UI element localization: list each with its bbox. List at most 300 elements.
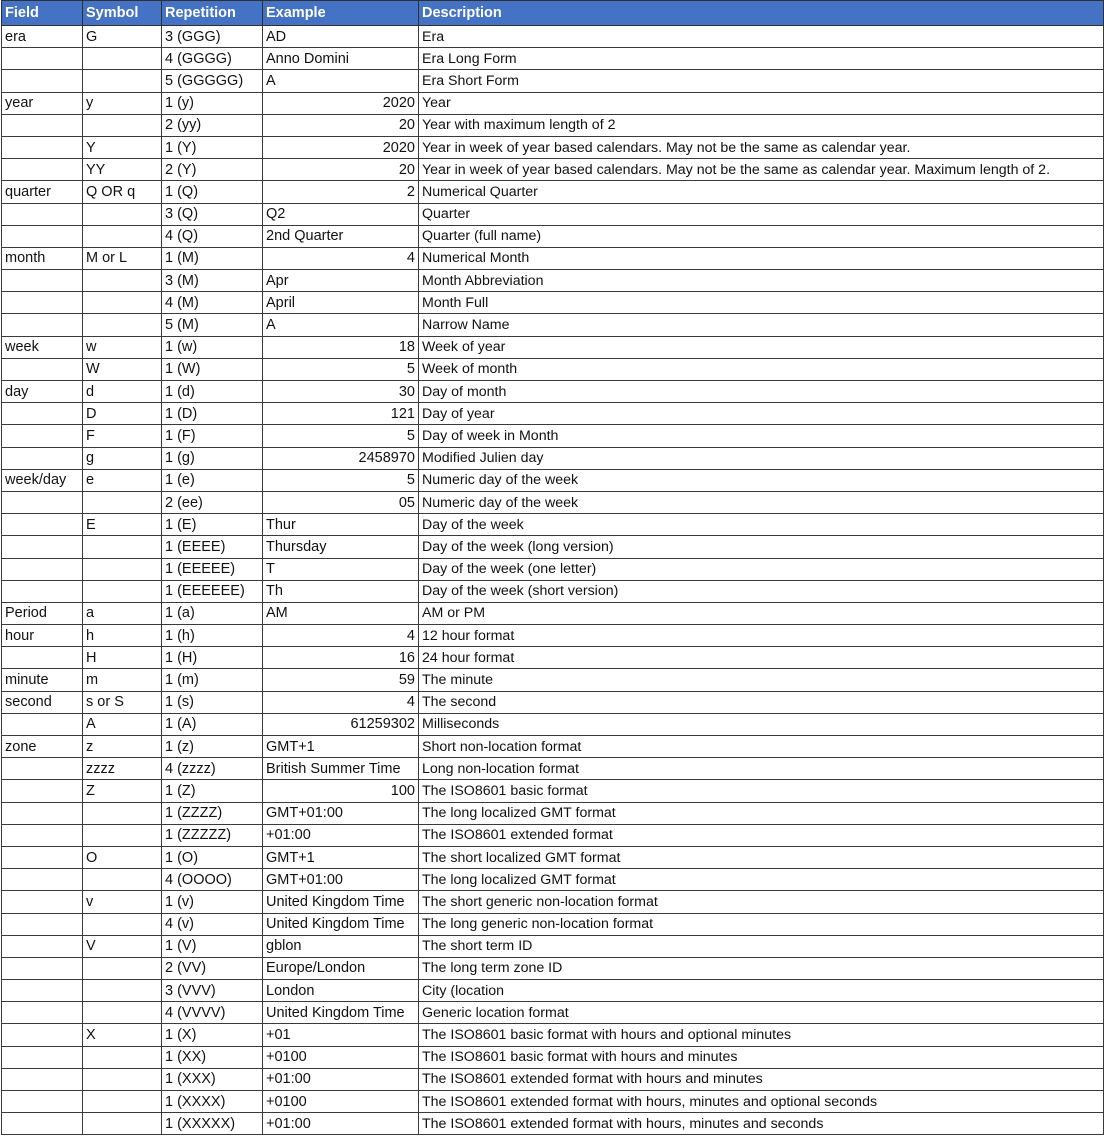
- table-row: [2, 891, 1104, 913]
- header-row: [2, 1, 1104, 26]
- table-row: [2, 713, 1104, 735]
- table-row: [2, 1091, 1104, 1113]
- field-cell: week: [2, 336, 83, 358]
- symbol-cell: [83, 869, 162, 891]
- table-row: [2, 26, 1104, 48]
- field-cell: [2, 358, 83, 380]
- repetition-cell: 1 (m): [162, 669, 263, 691]
- repetition-cell: 1 (EEEEE): [162, 558, 263, 580]
- table-row: [2, 358, 1104, 380]
- description-cell: Era Short Form: [419, 70, 1104, 92]
- header-repetition: Repetition: [162, 1, 263, 26]
- symbol-cell: h: [83, 625, 162, 647]
- field-cell: week/day: [2, 469, 83, 491]
- description-cell: The long localized GMT format: [419, 869, 1104, 891]
- field-cell: [2, 558, 83, 580]
- symbol-cell: z: [83, 736, 162, 758]
- repetition-cell: 1 (A): [162, 713, 263, 735]
- description-cell: 24 hour format: [419, 647, 1104, 669]
- symbol-cell: [83, 913, 162, 935]
- field-cell: era: [2, 26, 83, 48]
- symbol-cell: [83, 802, 162, 824]
- symbol-cell: [83, 536, 162, 558]
- description-cell: The short term ID: [419, 935, 1104, 957]
- symbol-cell: g: [83, 447, 162, 469]
- field-cell: [2, 425, 83, 447]
- repetition-cell: 1 (EEEEEE): [162, 580, 263, 602]
- description-cell: Day of the week (long version): [419, 536, 1104, 558]
- table-row: [2, 425, 1104, 447]
- repetition-cell: 1 (w): [162, 336, 263, 358]
- description-cell: The ISO8601 basic format with hours and minutes: [419, 1046, 1104, 1068]
- example-cell: 05: [263, 491, 419, 513]
- example-cell: 2020: [263, 136, 419, 158]
- example-cell: Q2: [263, 203, 419, 225]
- repetition-cell: 1 (a): [162, 602, 263, 624]
- repetition-cell: 1 (y): [162, 92, 263, 114]
- description-cell: Narrow Name: [419, 314, 1104, 336]
- description-cell: The ISO8601 basic format with hours and optional minutes: [419, 1024, 1104, 1046]
- field-cell: hour: [2, 625, 83, 647]
- example-cell: 61259302: [263, 713, 419, 735]
- repetition-cell: 1 (V): [162, 935, 263, 957]
- repetition-cell: 4 (v): [162, 913, 263, 935]
- example-cell: 18: [263, 336, 419, 358]
- field-cell: [2, 869, 83, 891]
- example-cell: 5: [263, 425, 419, 447]
- example-cell: April: [263, 292, 419, 314]
- field-cell: [2, 491, 83, 513]
- field-cell: [2, 48, 83, 70]
- example-cell: 16: [263, 647, 419, 669]
- example-cell: +01: [263, 1024, 419, 1046]
- description-cell: Day of month: [419, 381, 1104, 403]
- table-row: [2, 602, 1104, 624]
- field-cell: [2, 159, 83, 181]
- description-cell: Month Full: [419, 292, 1104, 314]
- table-row: [2, 447, 1104, 469]
- example-cell: AD: [263, 26, 419, 48]
- example-cell: 2: [263, 181, 419, 203]
- table-row: [2, 292, 1104, 314]
- example-cell: 2458970: [263, 447, 419, 469]
- repetition-cell: 2 (ee): [162, 491, 263, 513]
- table-row: [2, 536, 1104, 558]
- example-cell: 20: [263, 114, 419, 136]
- example-cell: 100: [263, 780, 419, 802]
- table-row: [2, 802, 1104, 824]
- field-cell: [2, 780, 83, 802]
- description-cell: The long localized GMT format: [419, 802, 1104, 824]
- field-cell: day: [2, 381, 83, 403]
- field-cell: [2, 824, 83, 846]
- example-cell: GMT+01:00: [263, 869, 419, 891]
- table-row: [2, 114, 1104, 136]
- field-cell: [2, 891, 83, 913]
- description-cell: Day of the week (one letter): [419, 558, 1104, 580]
- repetition-cell: 1 (Z): [162, 780, 263, 802]
- repetition-cell: 3 (VVV): [162, 980, 263, 1002]
- field-cell: [2, 70, 83, 92]
- repetition-cell: 1 (H): [162, 647, 263, 669]
- table-row: [2, 225, 1104, 247]
- field-cell: [2, 270, 83, 292]
- example-cell: 5: [263, 358, 419, 380]
- description-cell: 12 hour format: [419, 625, 1104, 647]
- table-row: [2, 1046, 1104, 1068]
- repetition-cell: 2 (VV): [162, 957, 263, 979]
- table-row: [2, 625, 1104, 647]
- example-cell: London: [263, 980, 419, 1002]
- symbol-cell: [83, 491, 162, 513]
- description-cell: Day of week in Month: [419, 425, 1104, 447]
- repetition-cell: 1 (Q): [162, 181, 263, 203]
- table-row: [2, 159, 1104, 181]
- table-row: [2, 691, 1104, 713]
- repetition-cell: 1 (E): [162, 514, 263, 536]
- table-row: [2, 381, 1104, 403]
- example-cell: 2020: [263, 92, 419, 114]
- table-row: [2, 92, 1104, 114]
- field-cell: [2, 536, 83, 558]
- table-row: [2, 758, 1104, 780]
- symbol-cell: zzzz: [83, 758, 162, 780]
- description-cell: Era Long Form: [419, 48, 1104, 70]
- table-body: [2, 26, 1104, 1135]
- symbol-cell: [83, 225, 162, 247]
- table-row: [2, 913, 1104, 935]
- example-cell: United Kingdom Time: [263, 891, 419, 913]
- example-cell: 4: [263, 247, 419, 269]
- table-row: [2, 669, 1104, 691]
- example-cell: A: [263, 314, 419, 336]
- table-row: [2, 469, 1104, 491]
- field-cell: [2, 913, 83, 935]
- repetition-cell: 4 (VVVV): [162, 1002, 263, 1024]
- example-cell: GMT+1: [263, 846, 419, 868]
- symbol-cell: Q OR q: [83, 181, 162, 203]
- description-cell: Week of month: [419, 358, 1104, 380]
- example-cell: +0100: [263, 1046, 419, 1068]
- table-header: [2, 1, 1104, 26]
- example-cell: A: [263, 70, 419, 92]
- example-cell: Th: [263, 580, 419, 602]
- description-cell: Year in week of year based calendars. May not be the same as calendar year.: [419, 136, 1104, 158]
- symbol-cell: [83, 1091, 162, 1113]
- symbol-cell: v: [83, 891, 162, 913]
- symbol-cell: [83, 70, 162, 92]
- repetition-cell: 4 (GGGG): [162, 48, 263, 70]
- table-row: [2, 736, 1104, 758]
- repetition-cell: 1 (F): [162, 425, 263, 447]
- table-row: [2, 491, 1104, 513]
- table-row: [2, 314, 1104, 336]
- table-row: [2, 980, 1104, 1002]
- table-row: [2, 935, 1104, 957]
- symbol-cell: X: [83, 1024, 162, 1046]
- description-cell: Quarter: [419, 203, 1104, 225]
- example-cell: British Summer Time: [263, 758, 419, 780]
- symbol-cell: [83, 270, 162, 292]
- repetition-cell: 4 (M): [162, 292, 263, 314]
- field-cell: [2, 314, 83, 336]
- header-description: Description: [419, 1, 1104, 26]
- description-cell: AM or PM: [419, 602, 1104, 624]
- symbol-cell: Y: [83, 136, 162, 158]
- symbol-cell: [83, 1046, 162, 1068]
- description-cell: The second: [419, 691, 1104, 713]
- table-row: [2, 1002, 1104, 1024]
- table-row: [2, 247, 1104, 269]
- symbol-cell: E: [83, 514, 162, 536]
- symbol-cell: m: [83, 669, 162, 691]
- symbol-cell: [83, 114, 162, 136]
- field-cell: [2, 403, 83, 425]
- table-row: [2, 580, 1104, 602]
- example-cell: +01:00: [263, 1113, 419, 1135]
- repetition-cell: 1 (h): [162, 625, 263, 647]
- field-cell: [2, 846, 83, 868]
- repetition-cell: 1 (z): [162, 736, 263, 758]
- table-row: [2, 824, 1104, 846]
- repetition-cell: 4 (Q): [162, 225, 263, 247]
- symbol-cell: F: [83, 425, 162, 447]
- table-row: [2, 70, 1104, 92]
- repetition-cell: 4 (OOOO): [162, 869, 263, 891]
- example-cell: Europe/London: [263, 957, 419, 979]
- date-format-symbols-table: [1, 0, 1104, 1135]
- field-cell: [2, 980, 83, 1002]
- field-cell: [2, 136, 83, 158]
- description-cell: Day of year: [419, 403, 1104, 425]
- description-cell: Year in week of year based calendars. May not be the same as calendar year. Maximum length of 2.: [419, 159, 1104, 181]
- field-cell: [2, 1113, 83, 1135]
- repetition-cell: 3 (GGG): [162, 26, 263, 48]
- symbol-cell: [83, 292, 162, 314]
- description-cell: Day of the week (short version): [419, 580, 1104, 602]
- table-row: [2, 1024, 1104, 1046]
- symbol-cell: w: [83, 336, 162, 358]
- repetition-cell: 1 (d): [162, 381, 263, 403]
- repetition-cell: 1 (g): [162, 447, 263, 469]
- symbol-cell: [83, 980, 162, 1002]
- example-cell: +01:00: [263, 824, 419, 846]
- repetition-cell: 1 (XXX): [162, 1068, 263, 1090]
- table-row: [2, 780, 1104, 802]
- symbol-cell: [83, 824, 162, 846]
- symbol-cell: y: [83, 92, 162, 114]
- repetition-cell: 1 (D): [162, 403, 263, 425]
- description-cell: Short non-location format: [419, 736, 1104, 758]
- table-row: [2, 270, 1104, 292]
- description-cell: Week of year: [419, 336, 1104, 358]
- table-row: [2, 558, 1104, 580]
- example-cell: 4: [263, 691, 419, 713]
- table-row: [2, 181, 1104, 203]
- symbol-cell: a: [83, 602, 162, 624]
- symbol-cell: [83, 48, 162, 70]
- example-cell: T: [263, 558, 419, 580]
- description-cell: Numerical Month: [419, 247, 1104, 269]
- repetition-cell: 1 (ZZZZZ): [162, 824, 263, 846]
- example-cell: 20: [263, 159, 419, 181]
- repetition-cell: 2 (Y): [162, 159, 263, 181]
- header-symbol: Symbol: [83, 1, 162, 26]
- description-cell: Era: [419, 26, 1104, 48]
- example-cell: Thursday: [263, 536, 419, 558]
- description-cell: Generic location format: [419, 1002, 1104, 1024]
- field-cell: [2, 802, 83, 824]
- repetition-cell: 3 (M): [162, 270, 263, 292]
- description-cell: Numerical Quarter: [419, 181, 1104, 203]
- field-cell: [2, 758, 83, 780]
- example-cell: 2nd Quarter: [263, 225, 419, 247]
- example-cell: 59: [263, 669, 419, 691]
- description-cell: The minute: [419, 669, 1104, 691]
- description-cell: The ISO8601 basic format: [419, 780, 1104, 802]
- description-cell: Numeric day of the week: [419, 469, 1104, 491]
- symbol-cell: [83, 558, 162, 580]
- field-cell: [2, 647, 83, 669]
- field-cell: [2, 1024, 83, 1046]
- repetition-cell: 1 (s): [162, 691, 263, 713]
- symbol-cell: Z: [83, 780, 162, 802]
- table-row: [2, 647, 1104, 669]
- description-cell: The long generic non-location format: [419, 913, 1104, 935]
- field-cell: [2, 203, 83, 225]
- table-row: [2, 136, 1104, 158]
- repetition-cell: 5 (GGGGG): [162, 70, 263, 92]
- field-cell: [2, 225, 83, 247]
- symbol-cell: W: [83, 358, 162, 380]
- example-cell: Apr: [263, 270, 419, 292]
- description-cell: The short localized GMT format: [419, 846, 1104, 868]
- description-cell: Day of the week: [419, 514, 1104, 536]
- example-cell: 121: [263, 403, 419, 425]
- symbol-cell: D: [83, 403, 162, 425]
- field-cell: year: [2, 92, 83, 114]
- table-row: [2, 957, 1104, 979]
- field-cell: zone: [2, 736, 83, 758]
- table-row: [2, 336, 1104, 358]
- repetition-cell: 4 (zzzz): [162, 758, 263, 780]
- symbol-cell: [83, 957, 162, 979]
- description-cell: The ISO8601 extended format with hours, minutes and seconds: [419, 1113, 1104, 1135]
- field-cell: quarter: [2, 181, 83, 203]
- description-cell: Milliseconds: [419, 713, 1104, 735]
- symbol-cell: d: [83, 381, 162, 403]
- description-cell: The ISO8601 extended format: [419, 824, 1104, 846]
- field-cell: [2, 1002, 83, 1024]
- symbol-cell: [83, 1068, 162, 1090]
- description-cell: The ISO8601 extended format with hours, minutes and optional seconds: [419, 1091, 1104, 1113]
- example-cell: GMT+01:00: [263, 802, 419, 824]
- description-cell: The long term zone ID: [419, 957, 1104, 979]
- repetition-cell: 1 (XXXX): [162, 1091, 263, 1113]
- field-cell: [2, 580, 83, 602]
- field-cell: minute: [2, 669, 83, 691]
- symbol-cell: [83, 1113, 162, 1135]
- repetition-cell: 1 (XX): [162, 1046, 263, 1068]
- field-cell: [2, 447, 83, 469]
- repetition-cell: 1 (ZZZZ): [162, 802, 263, 824]
- symbol-cell: s or S: [83, 691, 162, 713]
- description-cell: Quarter (full name): [419, 225, 1104, 247]
- example-cell: gblon: [263, 935, 419, 957]
- field-cell: [2, 935, 83, 957]
- example-cell: United Kingdom Time: [263, 913, 419, 935]
- symbol-cell: e: [83, 469, 162, 491]
- example-cell: AM: [263, 602, 419, 624]
- repetition-cell: 3 (Q): [162, 203, 263, 225]
- table-row: [2, 48, 1104, 70]
- field-cell: [2, 1046, 83, 1068]
- table-row: [2, 1068, 1104, 1090]
- repetition-cell: 1 (Y): [162, 136, 263, 158]
- repetition-cell: 1 (e): [162, 469, 263, 491]
- symbol-cell: V: [83, 935, 162, 957]
- repetition-cell: 1 (M): [162, 247, 263, 269]
- example-cell: +01:00: [263, 1068, 419, 1090]
- table-row: [2, 403, 1104, 425]
- description-cell: Month Abbreviation: [419, 270, 1104, 292]
- description-cell: Modified Julien day: [419, 447, 1104, 469]
- field-cell: [2, 1068, 83, 1090]
- example-cell: +0100: [263, 1091, 419, 1113]
- example-cell: Anno Domini: [263, 48, 419, 70]
- field-cell: [2, 713, 83, 735]
- symbol-cell: O: [83, 846, 162, 868]
- symbol-cell: [83, 1002, 162, 1024]
- field-cell: [2, 114, 83, 136]
- field-cell: Period: [2, 602, 83, 624]
- field-cell: [2, 957, 83, 979]
- repetition-cell: 2 (yy): [162, 114, 263, 136]
- example-cell: 4: [263, 625, 419, 647]
- repetition-cell: 5 (M): [162, 314, 263, 336]
- symbol-cell: [83, 203, 162, 225]
- symbol-cell: A: [83, 713, 162, 735]
- description-cell: Year: [419, 92, 1104, 114]
- symbol-cell: YY: [83, 159, 162, 181]
- repetition-cell: 1 (X): [162, 1024, 263, 1046]
- symbol-cell: H: [83, 647, 162, 669]
- description-cell: The short generic non-location format: [419, 891, 1104, 913]
- example-cell: 30: [263, 381, 419, 403]
- description-cell: Long non-location format: [419, 758, 1104, 780]
- field-cell: month: [2, 247, 83, 269]
- table-row: [2, 869, 1104, 891]
- table-row: [2, 514, 1104, 536]
- repetition-cell: 1 (EEEE): [162, 536, 263, 558]
- symbol-cell: M or L: [83, 247, 162, 269]
- example-cell: Thur: [263, 514, 419, 536]
- symbol-cell: G: [83, 26, 162, 48]
- repetition-cell: 1 (v): [162, 891, 263, 913]
- field-cell: [2, 514, 83, 536]
- repetition-cell: 1 (XXXXX): [162, 1113, 263, 1135]
- example-cell: United Kingdom Time: [263, 1002, 419, 1024]
- table-row: [2, 203, 1104, 225]
- example-cell: 5: [263, 469, 419, 491]
- header-example: Example: [263, 1, 419, 26]
- symbol-cell: [83, 580, 162, 602]
- symbol-cell: [83, 314, 162, 336]
- repetition-cell: 1 (W): [162, 358, 263, 380]
- description-cell: Numeric day of the week: [419, 491, 1104, 513]
- repetition-cell: 1 (O): [162, 846, 263, 868]
- description-cell: The ISO8601 extended format with hours and minutes: [419, 1068, 1104, 1090]
